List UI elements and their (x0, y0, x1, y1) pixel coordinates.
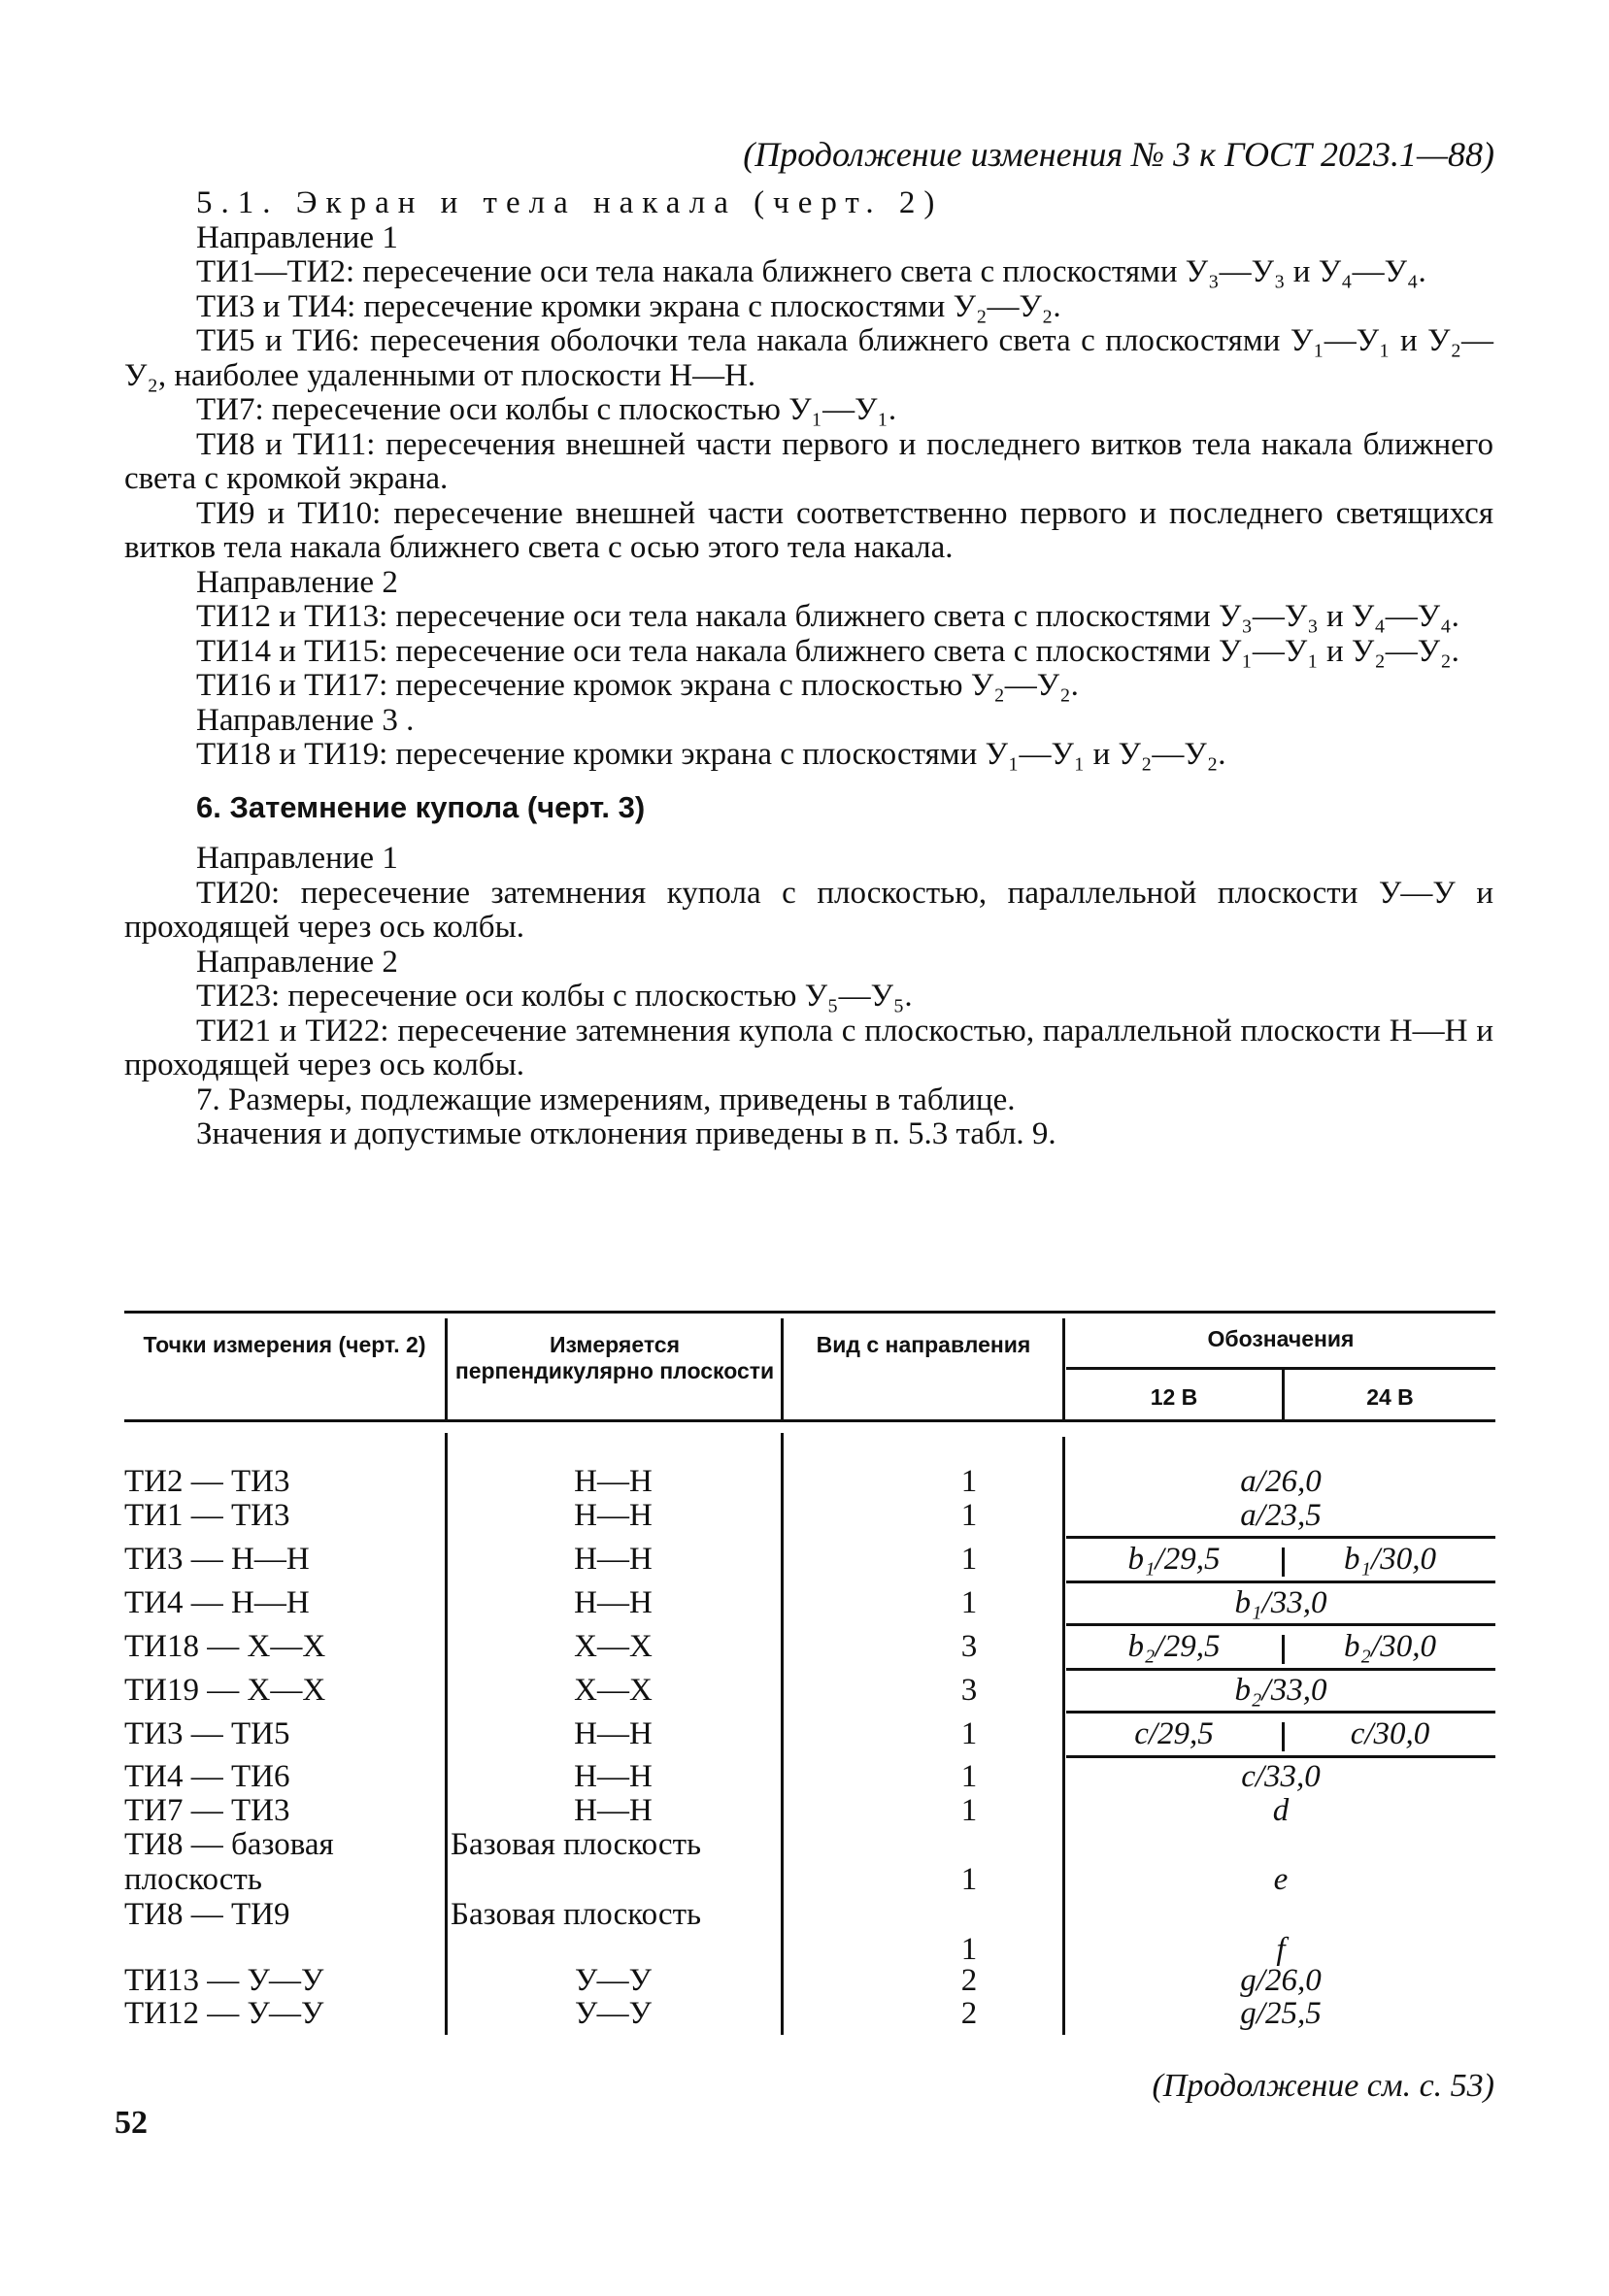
cell-plane: Х—Х (574, 1629, 653, 1664)
subsection-title: 5.1. Экран и тела накала (черт. 2) (196, 185, 944, 220)
cell-plane: Х—Х (574, 1673, 653, 1708)
cell-plane: Н—Н (574, 1464, 653, 1499)
table-top-rule (124, 1311, 1495, 1314)
cell-designation-24v: b₂/30,0 (1344, 1629, 1436, 1664)
cell-designation: g/25,5 (1240, 1996, 1322, 2031)
header-divider (1062, 1318, 1065, 1419)
body-divider (445, 1433, 448, 2035)
body-divider (781, 1433, 784, 2035)
cell-designation: a/23,5 (1240, 1498, 1322, 1533)
cell-points: ТИ19 — Х—Х (124, 1673, 326, 1708)
cell-designation-24v: c/30,0 (1350, 1716, 1430, 1751)
cell-view: 3 (960, 1673, 978, 1708)
row-rule (1066, 1623, 1495, 1626)
paragraph: ТИ23: пересечение оси колбы с плоскостью У₅—У₅. (196, 979, 913, 1014)
cell-designation-12v: b₁/29,5 (1127, 1542, 1221, 1577)
paragraph: ТИ7: пересечение оси колбы с плоскостью У₁—У₁. (196, 392, 897, 427)
header-divider (781, 1318, 784, 1419)
cell-designation-12v: c/29,5 (1134, 1716, 1214, 1751)
direction-heading: Направление 2 (196, 564, 398, 600)
row-rule (1066, 1711, 1495, 1714)
running-header: (Продолжение изменения № 3 к ГОСТ 2023.1—88) (743, 135, 1494, 174)
direction-heading: Направление 1 (196, 841, 398, 876)
header-plane: Измеряется перпендикулярно плоскости (454, 1332, 775, 1383)
paragraph: ТИ9 и ТИ10: пересечение внешней части соответственно первого и последнего светящихся витков тела накала ближнего света с осью этого тела накала. (124, 495, 1493, 565)
cell-points: ТИ2 — ТИ3 (124, 1464, 290, 1499)
paragraph: ТИ5 и ТИ6: пересечения оболочки тела накала ближнего света с плоскостями У₁—У₁ и У₂—У₂, наиболее удаленными от плоскости Н—Н. (124, 323, 1493, 393)
cell-points: ТИ12 — У—У (124, 1996, 324, 2031)
row-rule (1066, 1536, 1495, 1539)
table-header-rule (124, 1419, 1495, 1422)
cell-designation: e (1273, 1862, 1289, 1897)
cell-view: 3 (960, 1629, 978, 1664)
body-divider (1062, 1437, 1065, 2035)
paragraph: ТИ14 и ТИ15: пересечение оси тела накала ближнего света с плоскостями У₁—У₁ и У₂—У₂. (196, 633, 1459, 669)
cell-view: 1 (960, 1932, 978, 1967)
cell-plane: Н—Н (574, 1585, 653, 1620)
paragraph: ТИ8 и ТИ11: пересечения внешней части первого и последнего витков тела накала ближнего света с кромкой экрана. (124, 426, 1493, 496)
cell-designation: f (1276, 1932, 1286, 1967)
cell-designation: d (1272, 1793, 1290, 1828)
cell-split (1282, 1635, 1285, 1664)
cell-plane: Н—Н (574, 1542, 653, 1577)
cell-points: ТИ13 — У—У (124, 1963, 324, 1998)
cell-points: ТИ7 — ТИ3 (124, 1793, 290, 1828)
cell-points: ТИ4 — ТИ6 (124, 1759, 290, 1794)
cell-designation-12v: b₂/29,5 (1127, 1629, 1221, 1664)
cell-plane: Базовая плоскость (451, 1897, 702, 1932)
cell-designation: c/33,0 (1241, 1759, 1321, 1794)
cell-designation: a/26,0 (1240, 1464, 1322, 1499)
paragraph: ТИ16 и ТИ17: пересечение кромок экрана с плоскостью У₂—У₂. (196, 668, 1079, 703)
header-12v: 12 В (1150, 1384, 1198, 1410)
header-points: Точки измерения (черт. 2) (143, 1332, 426, 1357)
cell-plane: Базовая плоскость (451, 1827, 702, 1862)
cell-view: 2 (960, 1963, 978, 1998)
body-text (124, 186, 1493, 1152)
cell-points: ТИ1 — ТИ3 (124, 1498, 290, 1533)
cell-points: ТИ8 — ТИ9 (124, 1897, 290, 1932)
row-rule (1066, 1581, 1495, 1583)
cell-view: 1 (960, 1793, 978, 1828)
row-rule (1066, 1668, 1495, 1671)
paragraph: ТИ21 и ТИ22: пересечение затемнения купола с плоскостью, параллельной плоскости Н—Н и проходящей через ось колбы. (124, 1013, 1493, 1082)
cell-plane: У—У (575, 1996, 652, 2031)
cell-designation: g/26,0 (1240, 1963, 1322, 1998)
paragraph: Значения и допустимые отклонения приведены в п. 5.3 табл. 9. (196, 1116, 1056, 1151)
cell-view: 1 (960, 1498, 978, 1533)
paragraph: ТИ1—ТИ2: пересечение оси тела накала ближнего света с плоскостями У₃—У₃ и У₄—У₄. (196, 254, 1426, 289)
continuation-note: (Продолжение см. с. 53) (1152, 2068, 1494, 2104)
cell-plane: У—У (575, 1963, 652, 1998)
cell-split (1282, 1547, 1285, 1577)
direction-heading: Направление 3 . (196, 702, 415, 738)
cell-plane: Н—Н (574, 1793, 653, 1828)
cell-designation-24v: b₁/30,0 (1344, 1542, 1436, 1577)
cell-view: 1 (960, 1585, 978, 1620)
cell-points: ТИ4 — Н—Н (124, 1585, 310, 1620)
header-24v: 24 В (1366, 1384, 1414, 1410)
paragraph: ТИ3 и ТИ4: пересечение кромки экрана с плоскостями У₂—У₂. (196, 288, 1061, 324)
direction-heading: Направление 2 (196, 944, 398, 980)
header-designations: Обозначения (1207, 1326, 1355, 1351)
cell-plane: Н—Н (574, 1759, 653, 1794)
cell-split (1282, 1722, 1285, 1751)
paragraph: 7. Размеры, подлежащие измерениям, приведены в таблице. (196, 1081, 1016, 1117)
cell-plane: Н—Н (574, 1716, 653, 1751)
cell-points: ТИ3 — ТИ5 (124, 1716, 290, 1751)
cell-points: ТИ18 — Х—Х (124, 1629, 326, 1664)
paragraph: ТИ12 и ТИ13: пересечение оси тела накала ближнего света с плоскостями У₃—У₃ и У₄—У₄. (196, 599, 1459, 634)
cell-view: 1 (960, 1862, 978, 1897)
direction-heading: Направление 1 (196, 219, 398, 255)
cell-designation: b₂/33,0 (1234, 1673, 1327, 1708)
cell-points: ТИ8 — базовая плоскость (124, 1827, 334, 1897)
cell-view: 2 (960, 1996, 978, 2031)
header-view: Вид с направления (816, 1332, 1031, 1357)
cell-view: 1 (960, 1716, 978, 1751)
header-sub-rule (1066, 1367, 1495, 1370)
header-divider (445, 1318, 448, 1419)
section-title: 6. Затемнение купола (черт. 3) (196, 789, 646, 824)
paragraph: ТИ18 и ТИ19: пересечение кромки экрана с плоскостями У₁—У₁ и У₂—У₂. (196, 737, 1226, 772)
cell-view: 1 (960, 1542, 978, 1577)
cell-designation: b₁/33,0 (1234, 1585, 1327, 1620)
cell-view: 1 (960, 1464, 978, 1499)
row-rule (1066, 1755, 1495, 1758)
cell-view: 1 (960, 1759, 978, 1794)
cell-points: ТИ3 — Н—Н (124, 1542, 310, 1577)
page-number: 52 (115, 2105, 148, 2141)
cell-plane: Н—Н (574, 1498, 653, 1533)
paragraph: ТИ20: пересечение затемнения купола с плоскостью, параллельной плоскости У—У и проходящей через ось колбы. (124, 875, 1493, 945)
